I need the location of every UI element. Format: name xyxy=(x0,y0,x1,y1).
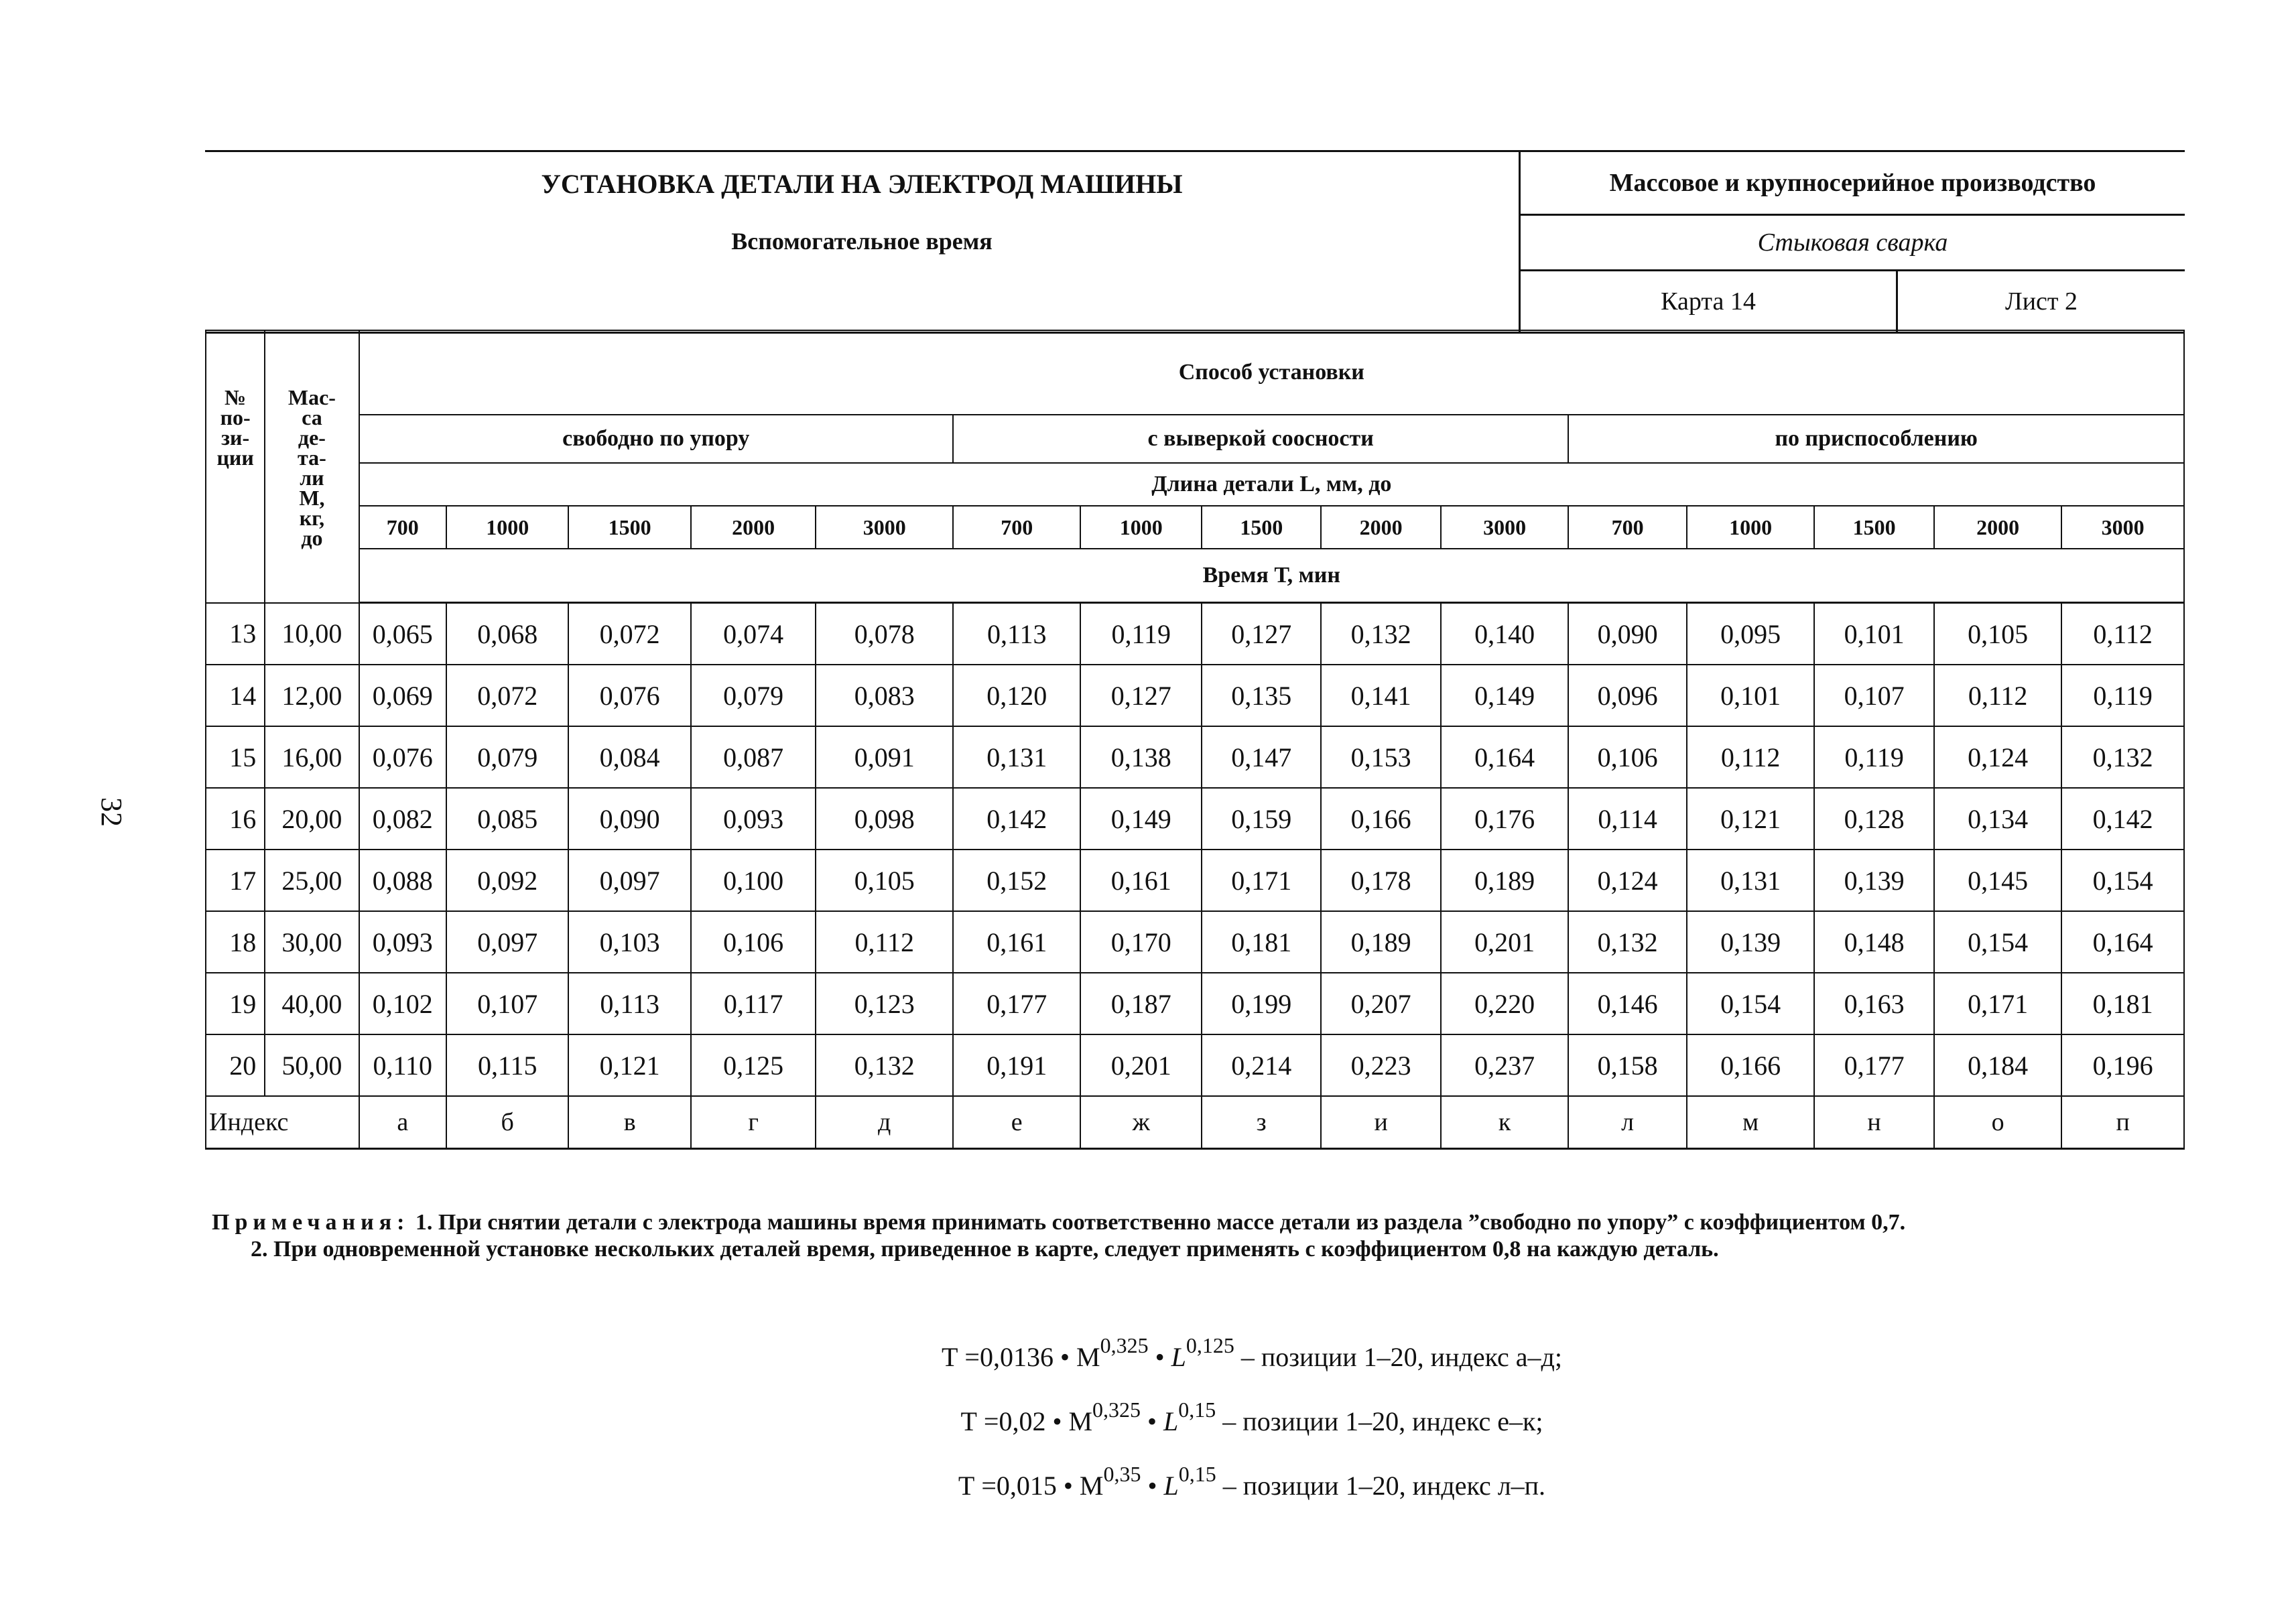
time-cell: 0,176 xyxy=(1441,788,1569,850)
mass-cell: 12,00 xyxy=(265,665,359,726)
time-cell: 0,101 xyxy=(1687,665,1815,726)
time-cell: 0,093 xyxy=(691,788,816,850)
time-cell: 0,072 xyxy=(446,665,568,726)
table-row xyxy=(206,1034,2184,1096)
time-cell: 0,220 xyxy=(1441,973,1569,1034)
time-cell: 0,166 xyxy=(1321,788,1440,850)
index-letter: к xyxy=(1441,1096,1569,1149)
time-cell: 0,105 xyxy=(1934,603,2062,665)
formula-exponent-length: 0,15 xyxy=(1178,1398,1216,1422)
index-letter: л xyxy=(1568,1096,1686,1149)
header-title: УСТАНОВКА ДЕТАЛИ НА ЭЛЕКТРОД МАШИНЫ xyxy=(541,169,1183,199)
time-cell: 0,170 xyxy=(1080,911,1201,973)
time-cell: 0,110 xyxy=(359,1034,446,1096)
time-cell: 0,189 xyxy=(1441,850,1569,911)
length-row xyxy=(206,506,2184,549)
index-letter: з xyxy=(1202,1096,1321,1149)
time-cell: 0,149 xyxy=(1441,665,1569,726)
length-header-cell: 3000 xyxy=(1441,506,1569,549)
time-cell: 0,112 xyxy=(2061,603,2184,665)
time-cell: 0,159 xyxy=(1202,788,1321,850)
time-header: Время Т, мин xyxy=(359,549,2184,603)
time-cell: 0,158 xyxy=(1568,1034,1686,1096)
time-cell: 0,152 xyxy=(953,850,1081,911)
formula xyxy=(208,1442,2296,1506)
time-cell: 0,154 xyxy=(1687,973,1815,1034)
length-header-cell: 1500 xyxy=(1202,506,1321,549)
formula-lhs: Т =0,0136 • М xyxy=(942,1342,1100,1372)
index-letter: м xyxy=(1687,1096,1815,1149)
time-cell: 0,171 xyxy=(1202,850,1321,911)
process-type: Стыковая сварка xyxy=(1521,216,2185,271)
time-cell: 0,148 xyxy=(1814,911,1933,973)
time-cell: 0,141 xyxy=(1321,665,1440,726)
time-cell: 0,207 xyxy=(1321,973,1440,1034)
time-cell: 0,127 xyxy=(1080,665,1201,726)
time-cell: 0,112 xyxy=(1687,726,1815,788)
time-cell: 0,154 xyxy=(2061,850,2184,911)
sheet-number: Лист 2 xyxy=(2004,287,2078,316)
formula-multiply: • xyxy=(1141,1406,1164,1436)
time-cell: 0,114 xyxy=(1568,788,1686,850)
time-cell: 0,079 xyxy=(446,726,568,788)
production-type: Массовое и крупносерийное производство xyxy=(1521,152,2185,216)
time-cell: 0,177 xyxy=(1814,1034,1933,1096)
time-cell: 0,083 xyxy=(816,665,953,726)
time-cell: 0,164 xyxy=(2061,911,2184,973)
time-cell: 0,177 xyxy=(953,973,1081,1034)
time-cell: 0,091 xyxy=(816,726,953,788)
time-cell: 0,076 xyxy=(359,726,446,788)
time-norm-table xyxy=(205,330,2185,1150)
time-cell: 0,082 xyxy=(359,788,446,850)
time-cell: 0,201 xyxy=(1441,911,1569,973)
time-cell: 0,181 xyxy=(1202,911,1321,973)
time-cell: 0,138 xyxy=(1080,726,1201,788)
length-header-cell: 2000 xyxy=(1934,506,2062,549)
time-cell: 0,068 xyxy=(446,603,568,665)
mass-cell: 40,00 xyxy=(265,973,359,1034)
mass-cell: 25,00 xyxy=(265,850,359,911)
time-cell: 0,065 xyxy=(359,603,446,665)
time-cell: 0,115 xyxy=(446,1034,568,1096)
mass-cell: 50,00 xyxy=(265,1034,359,1096)
index-letter: ж xyxy=(1080,1096,1201,1149)
time-cell: 0,189 xyxy=(1321,911,1440,973)
time-cell: 0,140 xyxy=(1441,603,1569,665)
formula-variable-length: L xyxy=(1163,1471,1179,1501)
time-cell: 0,163 xyxy=(1814,973,1933,1034)
time-cell: 0,106 xyxy=(1568,726,1686,788)
position-cell: 15 xyxy=(206,726,265,788)
table-row xyxy=(206,726,2184,788)
time-cell: 0,105 xyxy=(816,850,953,911)
index-row xyxy=(206,1096,2184,1149)
length-header-cell: 3000 xyxy=(2061,506,2184,549)
time-cell: 0,079 xyxy=(691,665,816,726)
index-letter: е xyxy=(953,1096,1081,1149)
position-cell: 14 xyxy=(206,665,265,726)
time-cell: 0,107 xyxy=(446,973,568,1034)
time-cell: 0,121 xyxy=(568,1034,690,1096)
time-cell: 0,237 xyxy=(1441,1034,1569,1096)
time-cell: 0,135 xyxy=(1202,665,1321,726)
time-cell: 0,132 xyxy=(1568,911,1686,973)
time-cell: 0,097 xyxy=(446,911,568,973)
length-header-cell: 1500 xyxy=(1814,506,1933,549)
time-cell: 0,124 xyxy=(1934,726,2062,788)
length-header-cell: 3000 xyxy=(816,506,953,549)
time-cell: 0,087 xyxy=(691,726,816,788)
time-cell: 0,069 xyxy=(359,665,446,726)
formula-exponent-length: 0,125 xyxy=(1186,1333,1234,1357)
time-cell: 0,125 xyxy=(691,1034,816,1096)
time-cell: 0,184 xyxy=(1934,1034,2062,1096)
time-cell: 0,153 xyxy=(1321,726,1440,788)
index-letter: б xyxy=(446,1096,568,1149)
time-cell: 0,100 xyxy=(691,850,816,911)
formula-exponent-mass: 0,35 xyxy=(1103,1462,1141,1486)
position-cell: 20 xyxy=(206,1034,265,1096)
index-letter: и xyxy=(1321,1096,1440,1149)
time-cell: 0,132 xyxy=(816,1034,953,1096)
method-alignment: с выверкой соосности xyxy=(953,415,1568,463)
time-cell: 0,076 xyxy=(568,665,690,726)
time-cell: 0,120 xyxy=(953,665,1081,726)
time-cell: 0,106 xyxy=(691,911,816,973)
length-header-cell: 1000 xyxy=(446,506,568,549)
column-header-mass: Мас- са де- та- ли М, кг, до xyxy=(265,330,359,603)
length-header-cell: 1000 xyxy=(1687,506,1815,549)
time-cell: 0,072 xyxy=(568,603,690,665)
length-header-cell: 2000 xyxy=(691,506,816,549)
index-letter: д xyxy=(816,1096,953,1149)
card-number: Карта 14 xyxy=(1521,271,1898,332)
formula-lhs: Т =0,015 • М xyxy=(958,1471,1104,1501)
time-cell: 0,107 xyxy=(1814,665,1933,726)
time-cell: 0,123 xyxy=(816,973,953,1034)
time-cell: 0,139 xyxy=(1687,911,1815,973)
time-cell: 0,113 xyxy=(953,603,1081,665)
time-cell: 0,149 xyxy=(1080,788,1201,850)
time-cell: 0,113 xyxy=(568,973,690,1034)
position-cell: 13 xyxy=(206,603,265,665)
time-cell: 0,161 xyxy=(1080,850,1201,911)
formula-variable-length: L xyxy=(1171,1342,1186,1372)
position-cell: 18 xyxy=(206,911,265,973)
time-cell: 0,147 xyxy=(1202,726,1321,788)
time-cell: 0,074 xyxy=(691,603,816,665)
time-cell: 0,090 xyxy=(568,788,690,850)
time-cell: 0,085 xyxy=(446,788,568,850)
mass-cell: 30,00 xyxy=(265,911,359,973)
index-letter: п xyxy=(2061,1096,2184,1149)
formula-range: – позиции 1–20, индекс а–д; xyxy=(1234,1342,1562,1372)
time-cell: 0,181 xyxy=(2061,973,2184,1034)
table-row xyxy=(206,911,2184,973)
time-cell: 0,121 xyxy=(1687,788,1815,850)
time-cell: 0,178 xyxy=(1321,850,1440,911)
header-title-block xyxy=(205,152,1521,332)
time-cell: 0,134 xyxy=(1934,788,2062,850)
formula xyxy=(208,1313,2296,1377)
length-header: Длина детали L, мм, до xyxy=(359,463,2184,506)
note-1: 1. При снятии детали с электрода машины время принимать соответственно массе детали из раздела ”свободно по упору” с коэффициентом 0,7. xyxy=(415,1210,1906,1235)
method-fixture: по приспособлению xyxy=(1568,415,2184,463)
formula-variable-length: L xyxy=(1163,1406,1179,1436)
formula-exponent-mass: 0,325 xyxy=(1092,1398,1141,1422)
header-info-block xyxy=(1521,152,2185,332)
time-cell: 0,132 xyxy=(2061,726,2184,788)
position-cell: 17 xyxy=(206,850,265,911)
length-header-cell: 1000 xyxy=(1080,506,1201,549)
time-cell: 0,088 xyxy=(359,850,446,911)
header-subtitle: Вспомогательное время xyxy=(731,228,993,255)
index-letter: н xyxy=(1814,1096,1933,1149)
table-row xyxy=(206,973,2184,1034)
time-cell: 0,199 xyxy=(1202,973,1321,1034)
table-row xyxy=(206,665,2184,726)
length-header-cell: 1500 xyxy=(568,506,690,549)
index-letter: в xyxy=(568,1096,690,1149)
index-label: Индекс xyxy=(206,1096,359,1149)
table-row xyxy=(206,850,2184,911)
card-sheet-row xyxy=(1521,271,2185,332)
formula-lhs: Т =0,02 • М xyxy=(960,1406,1093,1436)
time-cell: 0,124 xyxy=(1568,850,1686,911)
time-cell: 0,142 xyxy=(2061,788,2184,850)
table-row xyxy=(206,603,2184,665)
time-cell: 0,171 xyxy=(1934,973,2062,1034)
time-cell: 0,112 xyxy=(816,911,953,973)
formula-multiply: • xyxy=(1141,1471,1164,1501)
time-cell: 0,097 xyxy=(568,850,690,911)
time-cell: 0,139 xyxy=(1814,850,1933,911)
length-header-cell: 700 xyxy=(359,506,446,549)
time-cell: 0,117 xyxy=(691,973,816,1034)
time-cell: 0,112 xyxy=(1934,665,2062,726)
time-cell: 0,119 xyxy=(2061,665,2184,726)
formula-range: – позиции 1–20, индекс е–к; xyxy=(1216,1406,1543,1436)
time-cell: 0,166 xyxy=(1687,1034,1815,1096)
page-number: 32 xyxy=(95,797,128,827)
time-cell: 0,154 xyxy=(1934,911,2062,973)
time-cell: 0,142 xyxy=(953,788,1081,850)
time-cell: 0,119 xyxy=(1814,726,1933,788)
index-letter: а xyxy=(359,1096,446,1149)
formula-exponent-mass: 0,325 xyxy=(1100,1333,1149,1357)
time-cell: 0,131 xyxy=(953,726,1081,788)
formula-multiply: • xyxy=(1148,1342,1171,1372)
position-cell: 19 xyxy=(206,973,265,1034)
time-cell: 0,128 xyxy=(1814,788,1933,850)
method-free-stop: свободно по упору xyxy=(359,415,953,463)
mass-cell: 20,00 xyxy=(265,788,359,850)
time-cell: 0,084 xyxy=(568,726,690,788)
time-cell: 0,201 xyxy=(1080,1034,1201,1096)
index-letter: о xyxy=(1934,1096,2062,1149)
mass-cell: 16,00 xyxy=(265,726,359,788)
time-cell: 0,146 xyxy=(1568,973,1686,1034)
time-cell: 0,101 xyxy=(1814,603,1933,665)
index-letter: г xyxy=(691,1096,816,1149)
position-cell: 16 xyxy=(206,788,265,850)
notes-label: Примечания: xyxy=(212,1210,410,1235)
time-cell: 0,132 xyxy=(1321,603,1440,665)
time-cell: 0,093 xyxy=(359,911,446,973)
card-header xyxy=(205,150,2185,334)
time-cell: 0,191 xyxy=(953,1034,1081,1096)
time-cell: 0,078 xyxy=(816,603,953,665)
formulas xyxy=(0,1313,2296,1506)
time-cell: 0,096 xyxy=(1568,665,1686,726)
time-cell: 0,102 xyxy=(359,973,446,1034)
notes xyxy=(212,1211,2185,1261)
time-cell: 0,103 xyxy=(568,911,690,973)
time-cell: 0,164 xyxy=(1441,726,1569,788)
formula-exponent-length: 0,15 xyxy=(1178,1462,1216,1486)
time-cell: 0,214 xyxy=(1202,1034,1321,1096)
time-cell: 0,119 xyxy=(1080,603,1201,665)
time-cell: 0,145 xyxy=(1934,850,2062,911)
time-cell: 0,131 xyxy=(1687,850,1815,911)
time-cell: 0,187 xyxy=(1080,973,1201,1034)
time-cell: 0,223 xyxy=(1321,1034,1440,1096)
length-header-cell: 700 xyxy=(1568,506,1686,549)
time-cell: 0,196 xyxy=(2061,1034,2184,1096)
time-cell: 0,098 xyxy=(816,788,953,850)
column-header-position: № по- зи- ции xyxy=(206,330,265,603)
formula-range: – позиции 1–20, индекс л–п. xyxy=(1216,1471,1546,1501)
time-cell: 0,127 xyxy=(1202,603,1321,665)
mass-cell: 10,00 xyxy=(265,603,359,665)
time-cell: 0,092 xyxy=(446,850,568,911)
length-header-cell: 2000 xyxy=(1321,506,1440,549)
note-2: 2. При одновременной установке нескольких деталей время, приведенное в карте, следует применять с коэффициентом 0,8 на каждую деталь. xyxy=(251,1237,1719,1262)
time-cell: 0,095 xyxy=(1687,603,1815,665)
time-cell: 0,090 xyxy=(1568,603,1686,665)
time-cell: 0,161 xyxy=(953,911,1081,973)
method-header: Способ установки xyxy=(359,330,2184,415)
length-header-cell: 700 xyxy=(953,506,1081,549)
table-row xyxy=(206,788,2184,850)
formula xyxy=(208,1377,2296,1442)
